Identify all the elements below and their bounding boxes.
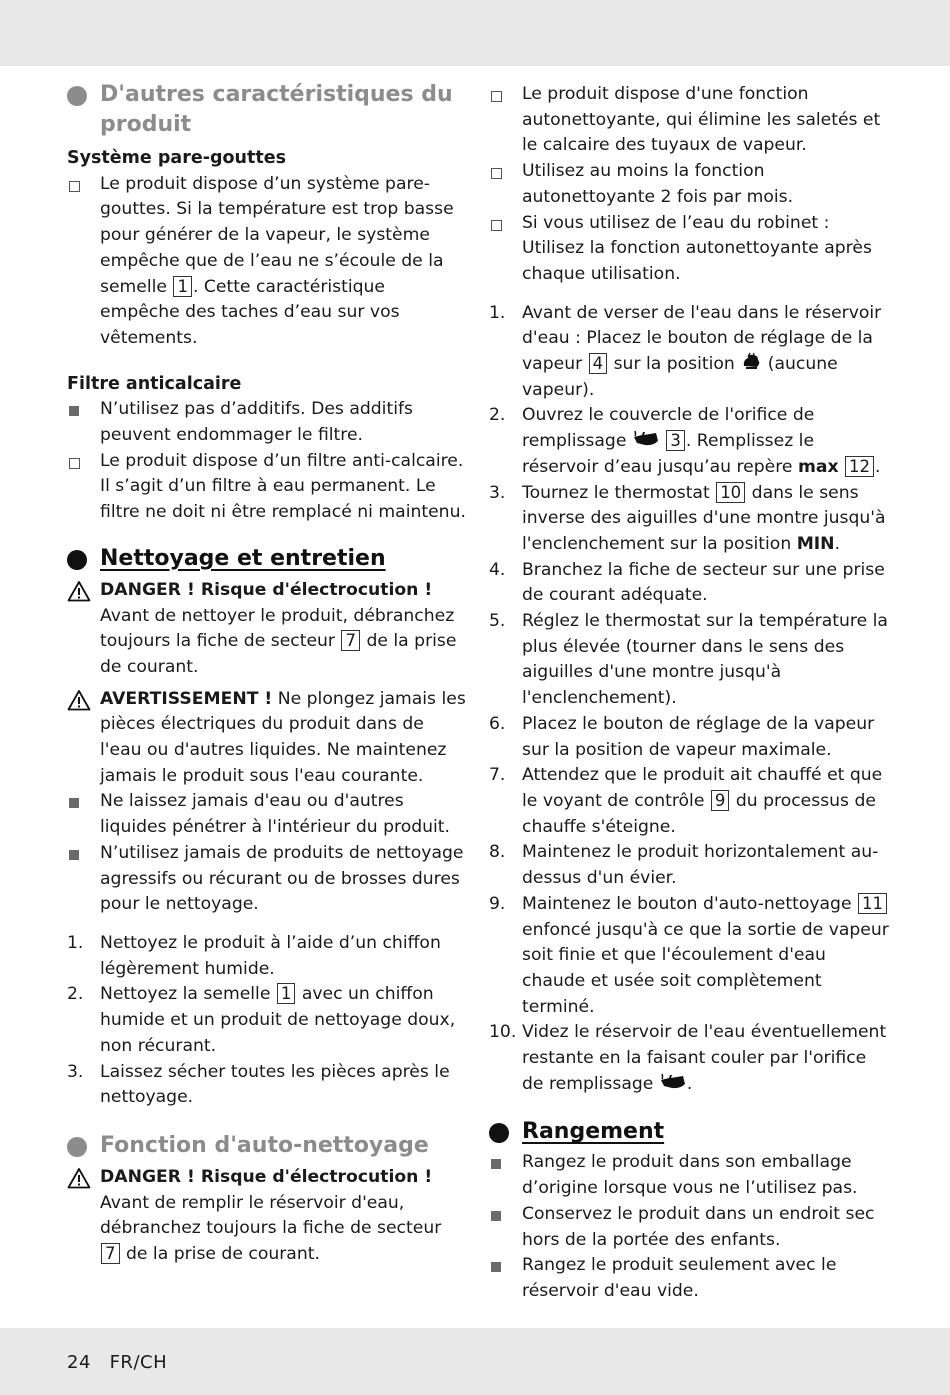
right-column (489, 82, 889, 1305)
bullet-dot-icon (67, 1137, 87, 1157)
list-item: Conservez le produit dans un endroit sec hors de la portée des enfants. (522, 1203, 875, 1250)
part-ref: 1 (277, 983, 296, 1004)
cleaning-steps (67, 931, 467, 1111)
page-footer (67, 1352, 167, 1373)
part-ref: 12 (845, 456, 874, 477)
list-item: Le produit dispose d'une fonction autonettoyante, qui élimine les saletés et le calcaire des tuyaux de vapeur. (522, 84, 881, 156)
step-item: 3. Tournez le thermostat 10 dans le sens inverse des aiguilles d'une montre jusqu'à l'enclenchement sur la position MIN. (489, 482, 886, 554)
section-title-cleaning: Nettoyage et entretien (67, 544, 467, 574)
step-item: 8. Maintenez le produit horizontalement au-dessus d'un évier. (489, 842, 879, 889)
self-clean-info-list (489, 82, 889, 288)
list-item: N’utilisez jamais de produits de nettoyage agressifs ou récurant ou de brosses dures pour le nettoyage. (100, 842, 464, 915)
section-title-storage: Rangement (489, 1117, 889, 1147)
list-item: Le produit dispose d’un filtre anti-calcaire. Il s’agit d’un filtre à eau permanent. Le filtre ne doit ni être remplacé ni maintenu. (100, 450, 466, 523)
part-ref: 4 (589, 353, 608, 374)
warning-triangle-icon (67, 580, 91, 602)
step-item: 4. Branchez la fiche de secteur sur une prise de courant adéquate. (489, 559, 885, 606)
self-clean-steps (489, 301, 889, 1098)
part-ref: 7 (101, 1243, 120, 1264)
list-item: Utilisez au moins la fonction autonettoyante 2 fois par mois. (522, 161, 794, 207)
step-item: 1. Avant de verser de l'eau dans le réservoir d'eau : Placez le bouton de réglage de la vapeur 4 sur la position (aucune vapeur). (489, 302, 882, 400)
danger-notice: DANGER ! Risque d'électrocution ! Avant de remplir le réservoir d'eau, débranchez toujours la fiche de secteur 7 de la prise de courant. (67, 1165, 467, 1268)
step-item: 1. Nettoyez le produit à l’aide d’un chiffon légèrement humide. (67, 932, 441, 979)
list-item: Si vous utilisez de l’eau du robinet : Utilisez la fonction autonettoyante après chaque utilisation. (522, 212, 872, 284)
warning-notice: AVERTISSEMENT ! Ne plongez jamais les pièces électriques du produit dans de l'eau ou d'autres liquides. Ne maintenez jamais le produit sous l'eau courante. (67, 687, 467, 790)
water-fill-icon (659, 1072, 687, 1092)
list-item: Ne laissez jamais d'eau ou d'autres liquides pénétrer à l'intérieur du produit. (100, 791, 450, 838)
no-steam-icon (740, 352, 762, 372)
storage-list (489, 1150, 889, 1304)
part-ref: 3 (666, 430, 685, 451)
part-ref: 11 (858, 893, 887, 914)
drip-stop-list (67, 172, 467, 352)
section-title-self-clean: Fonction d'auto-nettoyage (67, 1131, 467, 1161)
list-item: Le produit dispose d’un système pare-gouttes. Si la température est trop basse pour générer de la vapeur, le système empêche que de l’eau ne s’écoule de la semelle 1 . Cette caractéristique empêche des taches d’eau sur vos vêtements. (100, 173, 454, 348)
part-ref: 7 (341, 630, 360, 651)
left-column (67, 80, 467, 1268)
step-item: 7. Attendez que le produit ait chauffé et que le voyant de contrôle 9 du processus de chauffe s'éteigne. (489, 765, 883, 837)
subtitle-drip-stop: Système pare-gouttes (67, 148, 286, 168)
list-item: N’utilisez pas d’additifs. Des additifs peuvent endommager le filtre. (100, 399, 413, 446)
step-item: 2. Nettoyez la semelle 1 avec un chiffon humide et un produit de nettoyage doux, non récurant. (67, 984, 456, 1056)
water-fill-icon (632, 429, 660, 449)
danger-notice: DANGER ! Risque d'électrocution ! Avant de nettoyer le produit, débranchez toujours la fiche de secteur 7 de la prise de courant. (67, 578, 467, 681)
list-item: Rangez le produit seulement avec le réservoir d'eau vide. (522, 1255, 837, 1301)
step-item: 3. Laissez sécher toutes les pièces après le nettoyage. (67, 1061, 450, 1108)
header-bar (0, 0, 950, 66)
cleaning-list (67, 789, 467, 918)
page-number: 24 (67, 1352, 91, 1373)
step-item: 2. Ouvrez le couvercle de l'orifice de remplissage 3 . Remplissez le réservoir d’eau jusqu’au repère max 12 . (489, 405, 881, 477)
filter-list (67, 397, 467, 526)
step-item: 9. Maintenez le bouton d'auto-nettoyage 11 enfoncé jusqu'à ce que la sortie de vapeur soit finie et que l'écoulement d'eau chaude et usée soit complètement terminé. (489, 893, 889, 1017)
part-ref: 10 (716, 482, 745, 503)
subtitle-anti-scale-filter: Filtre anticalcaire (67, 373, 242, 394)
section-title-other-features: D'autres caractéristiques du produit (67, 80, 467, 140)
warning-triangle-icon (67, 1167, 91, 1189)
step-item: 5. Réglez le thermostat sur la température la plus élevée (tourner dans le sens des aiguilles d'une montre jusqu'à l'enclenchement). (489, 611, 888, 709)
bullet-dot-icon (67, 550, 87, 570)
warning-triangle-icon (67, 689, 91, 711)
bullet-dot-icon (67, 86, 87, 106)
list-item: Rangez le produit dans son emballage d’origine lorsque vous ne l’utilisez pas. (522, 1152, 858, 1199)
step-item: 6. Placez le bouton de réglage de la vapeur sur la position de vapeur maximale. (489, 713, 875, 760)
part-ref: 9 (711, 790, 730, 811)
page-locale: FR/CH (109, 1352, 168, 1373)
bullet-dot-icon (489, 1123, 509, 1143)
step-item: 10. Videz le réservoir de l'eau éventuellement restante en la faisant couler par l'orifice de remplissage . (489, 1022, 887, 1094)
part-ref: 1 (173, 276, 192, 297)
